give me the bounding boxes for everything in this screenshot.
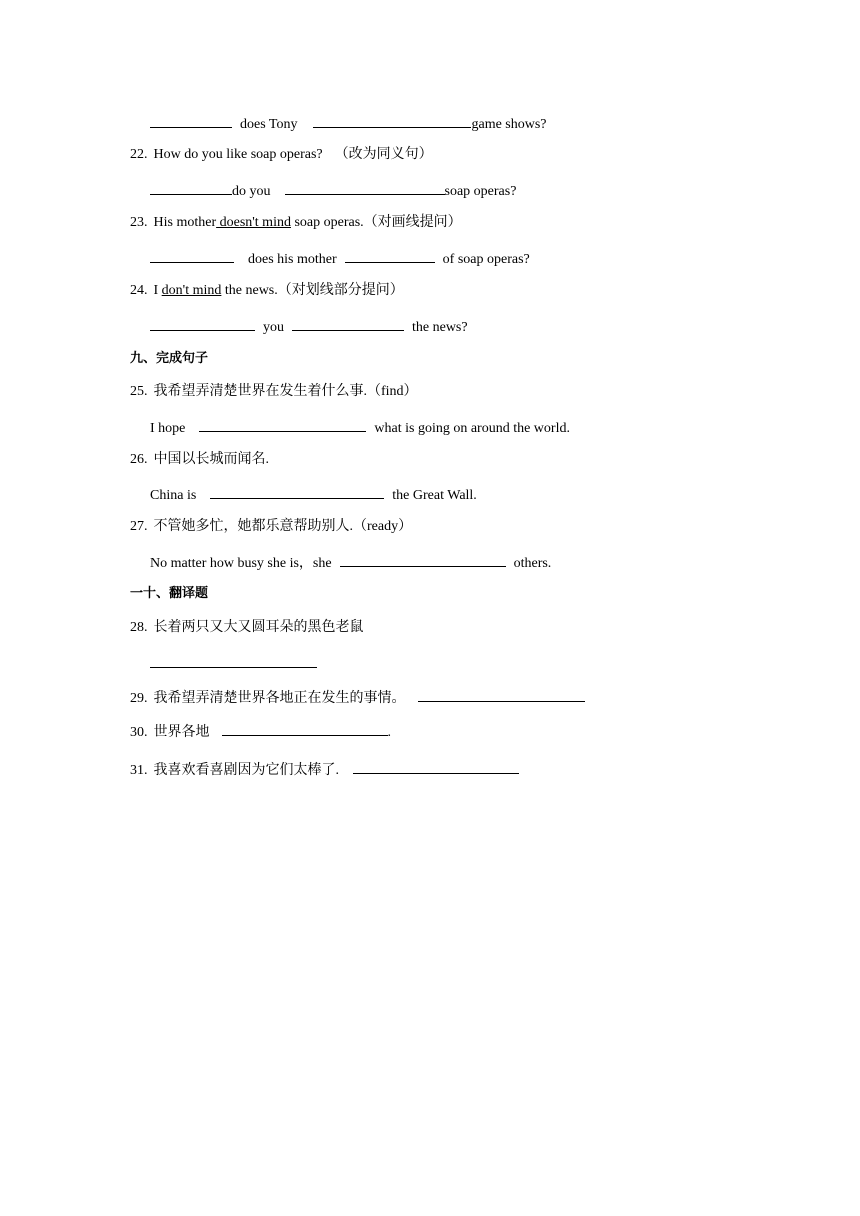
- question-number: 23.: [130, 215, 148, 230]
- question-text-pre: His mother: [153, 215, 217, 230]
- question-note: （改为同义句）: [334, 147, 433, 162]
- q23-answer-line: [150, 247, 530, 267]
- q23-answer-part2: of soap operas?: [442, 252, 530, 267]
- answer-prefix: No matter how busy she is，she: [150, 556, 332, 571]
- question-28: [130, 618, 364, 638]
- q22-answer-line: [150, 179, 516, 199]
- q21-answer-part1: does Tony: [240, 117, 298, 132]
- answer-blank[interactable]: [353, 758, 519, 774]
- answer-blank[interactable]: [150, 247, 234, 263]
- answer-blank[interactable]: [199, 416, 366, 432]
- answer-suffix: the Great Wall.: [392, 488, 477, 503]
- question-24: [130, 281, 404, 301]
- question-number: 27.: [130, 519, 148, 534]
- question-text-pre: I: [153, 283, 162, 298]
- answer-blank[interactable]: [345, 247, 435, 263]
- q27-answer-line: [150, 551, 551, 571]
- answer-suffix: others.: [513, 556, 552, 571]
- q21-answer-line: [150, 112, 547, 132]
- question-text-post: the news.: [221, 283, 278, 298]
- question-text: 我希望弄清楚世界在发生着什么事.: [153, 384, 367, 399]
- answer-prefix: China is: [150, 488, 197, 503]
- question-26: [130, 450, 269, 470]
- question-31: [130, 758, 519, 778]
- answer-suffix: what is going on around the world.: [374, 421, 570, 436]
- underlined-phrase: doesn't mind: [216, 215, 291, 230]
- q26-answer-line: [150, 483, 477, 503]
- question-text: How do you like soap operas?: [153, 147, 323, 162]
- question-30: [130, 720, 391, 740]
- question-text: 我喜欢看喜剧因为它们太棒了.: [153, 763, 339, 778]
- question-hint: （find）: [367, 384, 418, 399]
- underlined-phrase: don't mind: [161, 283, 222, 298]
- question-text: 我希望弄清楚世界各地正在发生的事情。: [153, 691, 406, 706]
- q22-answer-part1: do you: [232, 184, 271, 199]
- question-number: 31.: [130, 763, 148, 778]
- answer-blank[interactable]: [150, 315, 255, 331]
- question-22: [130, 145, 433, 165]
- question-end: .: [387, 725, 391, 740]
- question-hint: （ready）: [353, 519, 413, 534]
- question-note: （对划线部分提问）: [277, 283, 404, 298]
- question-text: 不管她多忙，她都乐意帮助别人.: [153, 519, 353, 534]
- question-text: 长着两只又大又圆耳朵的黑色老鼠: [153, 620, 364, 635]
- question-23: [130, 213, 462, 233]
- question-27: [130, 517, 412, 537]
- q24-answer-line: [150, 315, 468, 335]
- question-25: [130, 382, 418, 402]
- answer-blank[interactable]: [150, 112, 232, 128]
- q28-answer-line: [150, 652, 317, 672]
- answer-blank[interactable]: [340, 551, 506, 567]
- question-29: [130, 686, 585, 706]
- answer-blank[interactable]: [210, 483, 384, 499]
- q22-answer-part2: soap operas?: [444, 184, 517, 199]
- answer-blank[interactable]: [150, 179, 232, 195]
- question-text-post: soap operas.: [290, 215, 364, 230]
- question-number: 30.: [130, 725, 148, 740]
- answer-blank[interactable]: [150, 652, 317, 668]
- question-number: 25.: [130, 384, 148, 399]
- answer-blank[interactable]: [418, 686, 585, 702]
- q25-answer-line: [150, 416, 570, 436]
- q24-answer-part2: the news?: [412, 320, 468, 335]
- question-text: 中国以长城而闻名.: [153, 452, 269, 467]
- section-heading-10: 一十、翻译题: [130, 586, 209, 601]
- answer-prefix: I hope: [150, 421, 186, 436]
- question-number: 28.: [130, 620, 148, 635]
- question-number: 22.: [130, 147, 148, 162]
- answer-blank[interactable]: [292, 315, 404, 331]
- question-text: 世界各地: [153, 725, 210, 740]
- q24-answer-part1: you: [263, 320, 284, 335]
- question-number: 26.: [130, 452, 148, 467]
- question-note: （对画线提问）: [363, 215, 462, 230]
- answer-blank[interactable]: [222, 720, 388, 736]
- answer-blank[interactable]: [313, 112, 471, 128]
- question-number: 24.: [130, 283, 148, 298]
- question-number: 29.: [130, 691, 148, 706]
- section-heading-9: 九、完成句子: [130, 351, 209, 366]
- answer-blank[interactable]: [285, 179, 445, 195]
- q21-answer-part2: game shows?: [471, 117, 547, 132]
- q23-answer-part1: does his mother: [248, 252, 337, 267]
